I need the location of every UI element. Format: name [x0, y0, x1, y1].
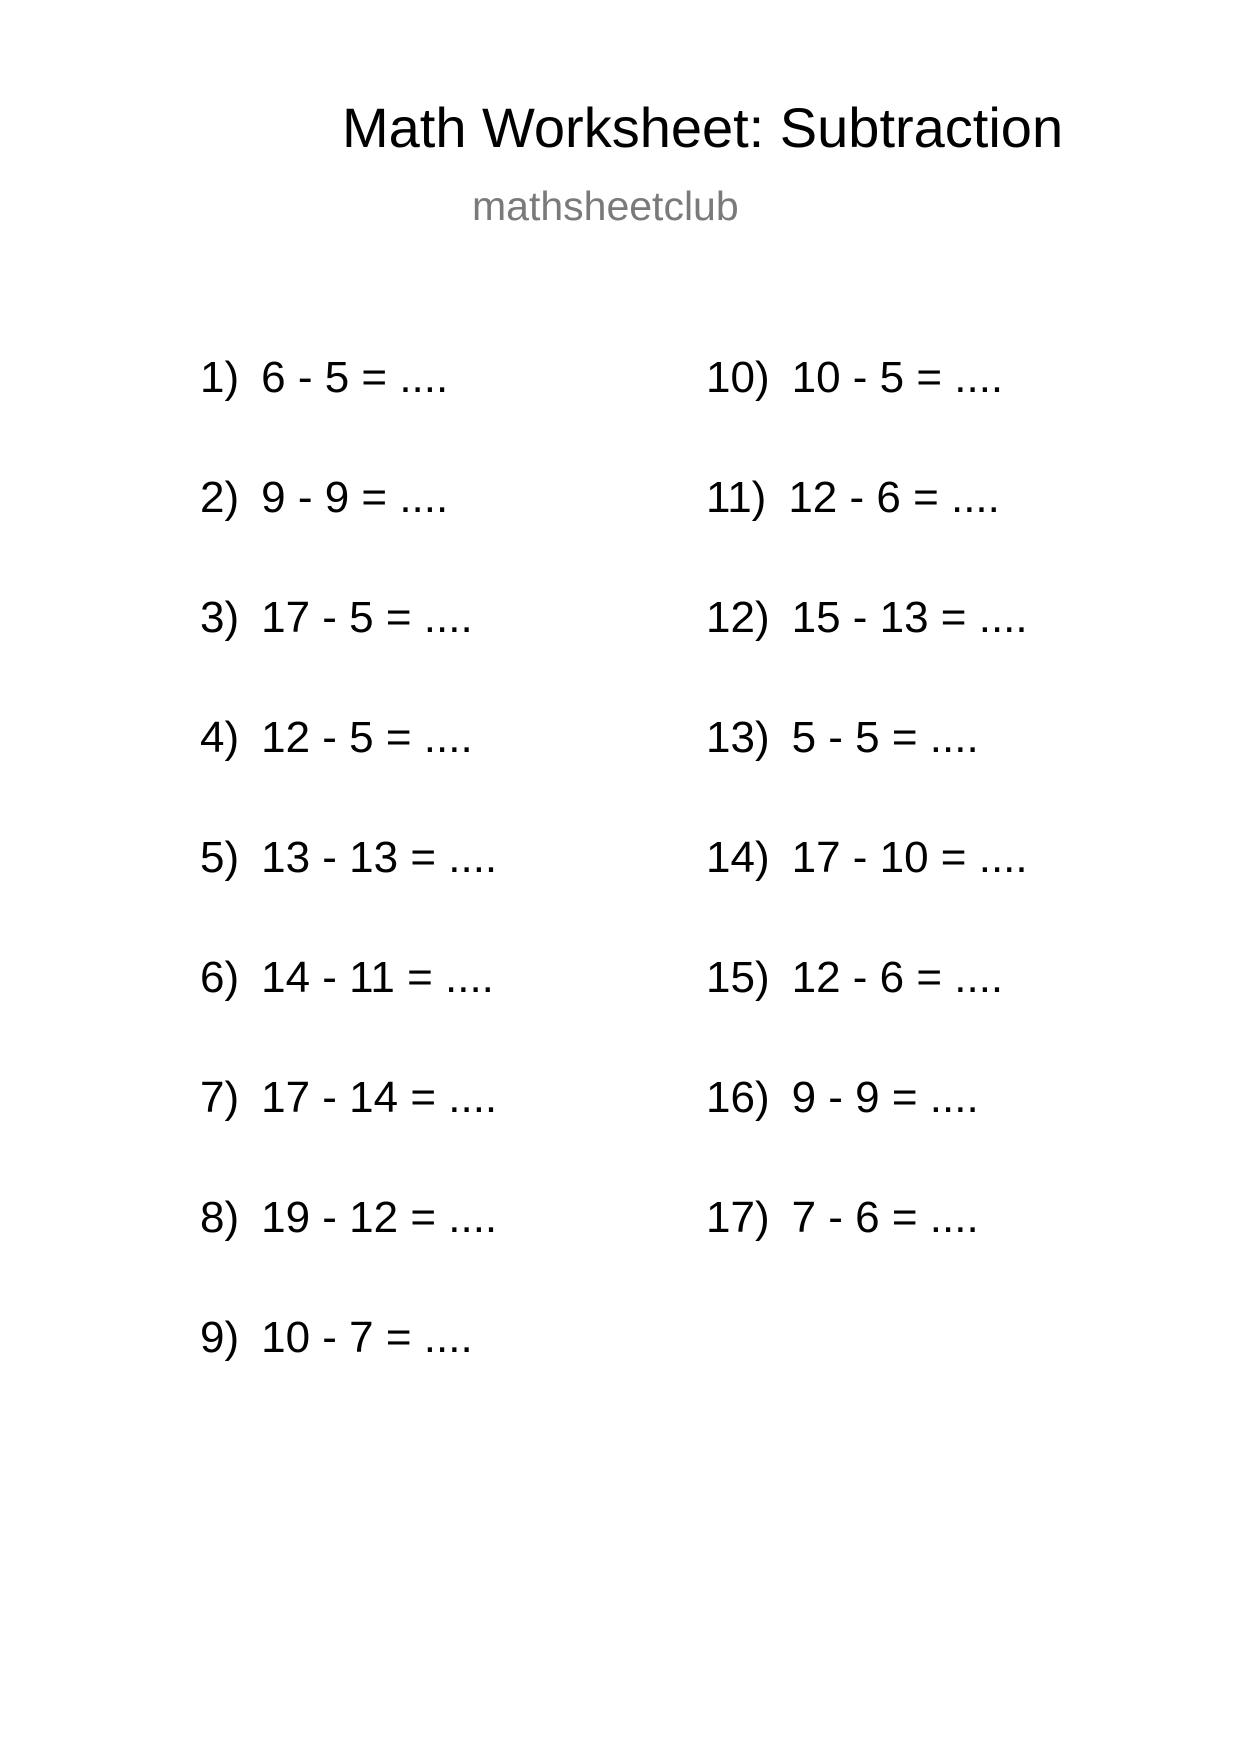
problem-item — [200, 470, 497, 590]
problem-number: 12) — [706, 593, 770, 642]
problem-expression: 17 - 5 = .... — [261, 593, 473, 642]
problem-expression: 14 - 11 = .... — [261, 953, 494, 1002]
problem-number: 15) — [706, 953, 770, 1002]
problem-number: 11) — [706, 473, 767, 522]
problem-item — [200, 1190, 497, 1310]
problem-number: 17) — [706, 1193, 770, 1242]
problem-expression: 13 - 13 = .... — [261, 833, 498, 882]
problem-expression: 12 - 6 = .... — [791, 953, 1004, 1002]
problem-number: 14) — [706, 833, 770, 882]
problem-expression: 10 - 7 = .... — [261, 1313, 473, 1362]
problem-expression: 17 - 10 = .... — [791, 833, 1028, 882]
problem-expression: 17 - 14 = .... — [261, 1073, 498, 1122]
problem-item — [200, 590, 497, 710]
problem-number: 2) — [200, 473, 240, 522]
problem-number: 7) — [200, 1073, 240, 1122]
problem-number: 9) — [200, 1313, 240, 1362]
problem-expression: 9 - 9 = .... — [791, 1073, 979, 1122]
problem-expression: 19 - 12 = .... — [261, 1193, 498, 1242]
problem-column-right — [706, 350, 1028, 1310]
page-title: Math Worksheet: Subtraction — [342, 96, 1064, 159]
problem-item — [706, 1190, 1028, 1310]
problem-item — [706, 830, 1028, 950]
problem-number: 16) — [706, 1073, 770, 1122]
problem-number: 3) — [200, 593, 240, 642]
problem-number: 5) — [200, 833, 240, 882]
problem-number: 8) — [200, 1193, 240, 1242]
problem-number: 13) — [706, 713, 770, 762]
problem-item — [200, 830, 497, 950]
problem-number: 10) — [706, 353, 770, 402]
site-name: mathsheetclub — [472, 183, 739, 229]
problem-item — [200, 710, 497, 830]
problem-item — [706, 590, 1028, 710]
problem-expression: 9 - 9 = .... — [261, 473, 449, 522]
problem-item — [706, 710, 1028, 830]
problem-expression: 5 - 5 = .... — [791, 713, 979, 762]
problem-item — [200, 950, 497, 1070]
problem-item — [200, 350, 497, 470]
problem-expression: 10 - 5 = .... — [791, 353, 1004, 402]
problem-column-left — [200, 350, 497, 1430]
problem-number: 6) — [200, 953, 240, 1002]
problem-item — [706, 1070, 1028, 1190]
problem-expression: 6 - 5 = .... — [261, 353, 449, 402]
problem-item — [706, 470, 1028, 590]
problem-item — [200, 1070, 497, 1190]
problem-expression: 12 - 6 = .... — [788, 473, 1000, 522]
problem-item — [706, 350, 1028, 470]
problem-expression: 12 - 5 = .... — [261, 713, 473, 762]
problem-number: 1) — [200, 353, 240, 402]
problem-number: 4) — [200, 713, 240, 762]
problem-item — [706, 950, 1028, 1070]
problem-expression: 15 - 13 = .... — [791, 593, 1028, 642]
problem-item — [200, 1310, 497, 1430]
problem-expression: 7 - 6 = .... — [791, 1193, 979, 1242]
